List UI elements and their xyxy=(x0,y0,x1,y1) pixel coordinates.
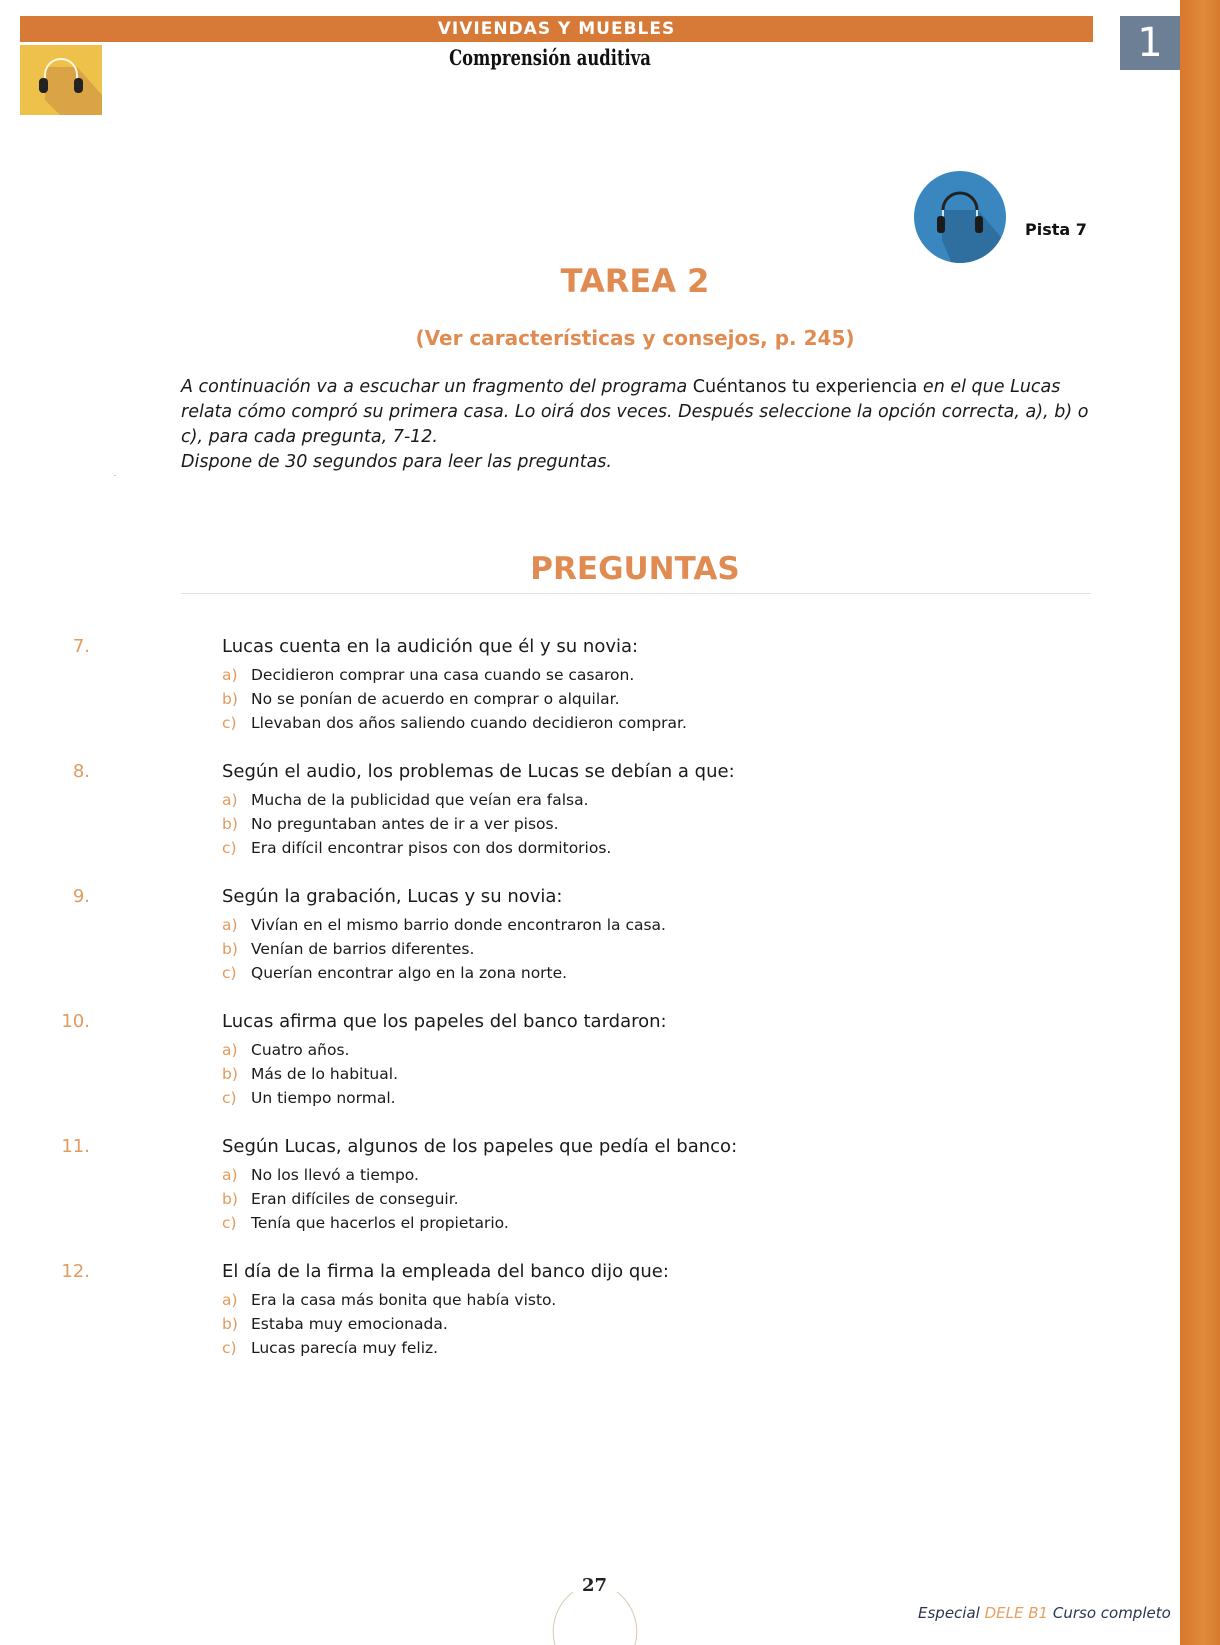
option-letter: a) xyxy=(222,1291,238,1309)
option-letter: b) xyxy=(222,690,238,708)
question-item xyxy=(0,761,1100,863)
task-instructions xyxy=(181,375,1101,475)
question-number: 9. xyxy=(72,886,90,907)
option-text: No se ponían de acuerdo en comprar o alquilar. xyxy=(251,690,620,708)
brand-accent: DELE B1 xyxy=(984,1604,1049,1622)
option-text: Era la casa más bonita que había visto. xyxy=(251,1291,557,1309)
headphones-icon xyxy=(912,170,1012,264)
page-number: 27 xyxy=(582,1575,608,1596)
option-text: Querían encontrar algo en la zona norte. xyxy=(251,964,568,982)
answer-option[interactable] xyxy=(0,714,1100,738)
option-letter: a) xyxy=(222,916,238,934)
answer-option[interactable] xyxy=(0,815,1100,839)
option-letter: b) xyxy=(222,1065,238,1083)
answer-option[interactable] xyxy=(0,1214,1100,1238)
headphones-icon xyxy=(20,45,102,115)
task-reference-link: (Ver características y consejos, p. 245) xyxy=(415,326,855,350)
chapter-tab: 1 xyxy=(1120,16,1180,70)
answer-option[interactable] xyxy=(0,839,1100,863)
option-letter: a) xyxy=(222,666,238,684)
question-item xyxy=(0,1261,1100,1363)
question-line xyxy=(0,636,1100,666)
question-text: Lucas cuenta en la audición que él y su novia: xyxy=(222,636,639,657)
listening-section-badge xyxy=(20,45,102,115)
option-letter: b) xyxy=(222,1190,238,1208)
option-text: Decidieron comprar una casa cuando se casaron. xyxy=(251,666,635,684)
program-name: Cuéntanos tu experiencia xyxy=(692,377,918,397)
answer-option[interactable] xyxy=(0,1065,1100,1089)
question-text: Según la grabación, Lucas y su novia: xyxy=(222,886,563,907)
audio-track-badge[interactable] xyxy=(912,170,1012,264)
option-text: Más de lo habitual. xyxy=(251,1065,398,1083)
option-letter: c) xyxy=(222,1339,237,1357)
section-subtitle: Comprensión auditiva xyxy=(449,45,651,70)
question-number: 11. xyxy=(61,1136,90,1157)
answer-option[interactable] xyxy=(0,1291,1100,1315)
option-letter: b) xyxy=(222,940,238,958)
option-letter: b) xyxy=(222,815,238,833)
question-number: 8. xyxy=(72,761,90,782)
questions-heading: PREGUNTAS xyxy=(530,551,740,587)
option-text: No los llevó a tiempo. xyxy=(251,1166,419,1184)
question-number: 10. xyxy=(61,1011,90,1032)
answer-option[interactable] xyxy=(0,940,1100,964)
time-note: Dispone de 30 segundos para leer las preguntas. xyxy=(181,452,612,472)
option-text: Era difícil encontrar pisos con dos dormitorios. xyxy=(251,839,612,857)
brand-suffix: Curso completo xyxy=(1052,1604,1171,1622)
question-item xyxy=(0,886,1100,988)
brand-prefix: Especial xyxy=(918,1604,980,1622)
option-letter: c) xyxy=(222,1214,237,1232)
option-text: Eran difíciles de conseguir. xyxy=(251,1190,459,1208)
answer-option[interactable] xyxy=(0,1166,1100,1190)
option-text: Vivían en el mismo barrio donde encontraron la casa. xyxy=(251,916,666,934)
option-text: Mucha de la publicidad que veían era falsa. xyxy=(251,791,589,809)
question-number: 12. xyxy=(61,1261,90,1282)
option-text: Lucas parecía muy feliz. xyxy=(251,1339,439,1357)
answer-option[interactable] xyxy=(0,916,1100,940)
answer-option[interactable] xyxy=(0,1041,1100,1065)
answer-option[interactable] xyxy=(0,1089,1100,1113)
option-letter: a) xyxy=(222,1041,238,1059)
option-letter: c) xyxy=(222,1089,237,1107)
question-line xyxy=(0,1011,1100,1041)
task-title: TAREA 2 xyxy=(560,262,710,300)
option-letter: a) xyxy=(222,1166,238,1184)
question-item xyxy=(0,1011,1100,1113)
instructions-text: en el que Lucas relata cómo compró su primera casa. Lo oirá dos veces. Después seleccione la opción correcta, a), b) o c), para cada pregunta, 7-12. xyxy=(181,377,1089,447)
option-text: No preguntaban antes de ir a ver pisos. xyxy=(251,815,559,833)
divider xyxy=(181,593,1091,594)
page-edge-stripe xyxy=(1180,0,1220,1645)
unit-title: VIVIENDAS Y MUEBLES xyxy=(437,19,676,39)
question-item xyxy=(0,636,1100,738)
question-text: El día de la firma la empleada del banco dijo que: xyxy=(222,1261,669,1282)
option-text: Venían de barrios diferentes. xyxy=(251,940,475,958)
answer-option[interactable] xyxy=(0,1339,1100,1363)
answer-option[interactable] xyxy=(0,791,1100,815)
answer-option[interactable] xyxy=(0,1315,1100,1339)
question-text: Según el audio, los problemas de Lucas se debían a que: xyxy=(222,761,735,782)
option-text: Tenía que hacerlos el propietario. xyxy=(251,1214,509,1232)
answer-option[interactable] xyxy=(0,666,1100,690)
unit-banner xyxy=(20,16,1093,42)
question-line xyxy=(0,886,1100,916)
option-text: Llevaban dos años saliendo cuando decidieron comprar. xyxy=(251,714,687,732)
answer-option[interactable] xyxy=(0,1190,1100,1214)
question-text: Según Lucas, algunos de los papeles que pedía el banco: xyxy=(222,1136,738,1157)
question-item xyxy=(0,1136,1100,1238)
option-letter: c) xyxy=(222,964,237,982)
answer-option[interactable] xyxy=(0,964,1100,988)
option-text: Un tiempo normal. xyxy=(251,1089,396,1107)
question-list xyxy=(0,636,1100,1386)
question-number: 7. xyxy=(72,636,90,657)
option-letter: b) xyxy=(222,1315,238,1333)
question-line xyxy=(0,761,1100,791)
question-line xyxy=(0,1136,1100,1166)
instructions-text: A continuación va a escuchar un fragmento del programa xyxy=(181,377,693,397)
footer-brand xyxy=(918,1604,1171,1622)
option-letter: c) xyxy=(222,714,237,732)
option-letter: c) xyxy=(222,839,237,857)
option-letter: a) xyxy=(222,791,238,809)
question-text: Lucas afirma que los papeles del banco tardaron: xyxy=(222,1011,667,1032)
option-text: Estaba muy emocionada. xyxy=(251,1315,448,1333)
answer-option[interactable] xyxy=(0,690,1100,714)
question-line xyxy=(0,1261,1100,1291)
track-label: Pista 7 xyxy=(1025,220,1087,239)
print-speck xyxy=(114,475,116,476)
option-text: Cuatro años. xyxy=(251,1041,350,1059)
